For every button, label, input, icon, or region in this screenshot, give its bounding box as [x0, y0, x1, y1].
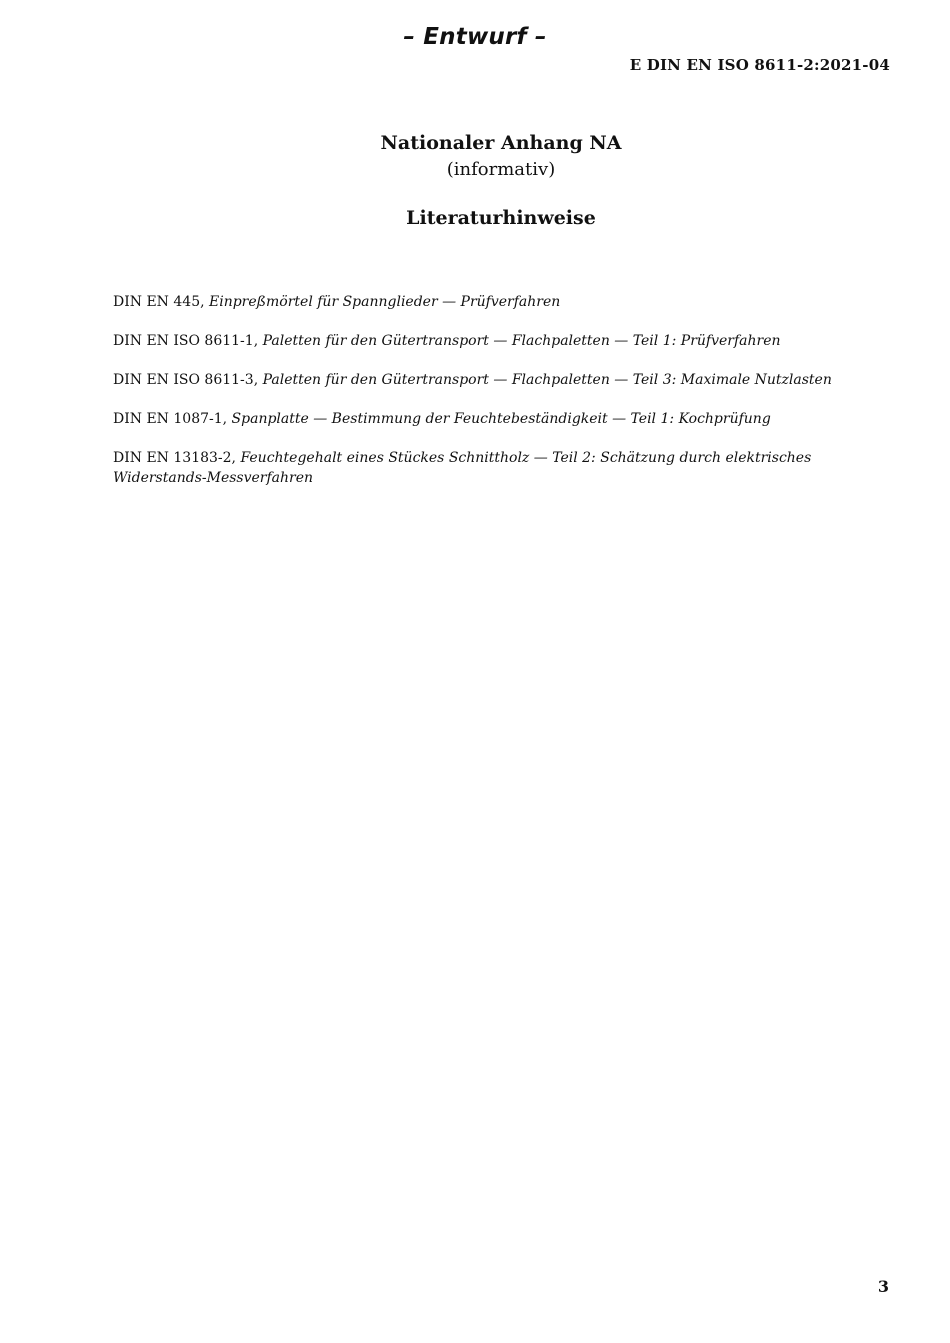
reference-code: DIN EN ISO 8611-1,: [113, 333, 259, 349]
reference-title: Einpreßmörtel für Spannglieder — Prüfverfahren: [209, 294, 561, 310]
document-id: E DIN EN ISO 8611-2:2021-04: [629, 56, 890, 74]
reference-title: Paletten für den Gütertransport — Flachpaletten — Teil 1: Prüfverfahren: [262, 333, 781, 349]
reference-item: [113, 409, 893, 429]
reference-title: Paletten für den Gütertransport — Flachpaletten — Teil 3: Maximale Nutzlasten: [262, 372, 832, 388]
reference-code: DIN EN 1087-1,: [113, 411, 228, 427]
reference-list: [113, 292, 893, 507]
annex-subtitle: (informativ): [446, 159, 556, 180]
page-number: 3: [877, 1277, 889, 1296]
draft-label: – Entwurf –: [403, 24, 547, 50]
reference-item: [113, 331, 893, 351]
reference-title: Spanplatte — Bestimmung der Feuchtebeständigkeit — Teil 1: Kochprüfung: [231, 411, 771, 427]
reference-item: [113, 370, 893, 390]
section-title: Literaturhinweise: [406, 207, 596, 229]
reference-title: Feuchtegehalt eines Stückes Schnittholz — Teil 2: Schätzung durch elektrisches Widerstands-Messverfahren: [113, 450, 812, 486]
reference-code: DIN EN ISO 8611-3,: [113, 372, 259, 388]
reference-item: [113, 448, 893, 488]
reference-item: [113, 292, 893, 312]
reference-code: DIN EN 445,: [113, 294, 205, 310]
annex-title: Nationaler Anhang NA: [380, 132, 622, 154]
reference-code: DIN EN 13183-2,: [113, 450, 236, 466]
